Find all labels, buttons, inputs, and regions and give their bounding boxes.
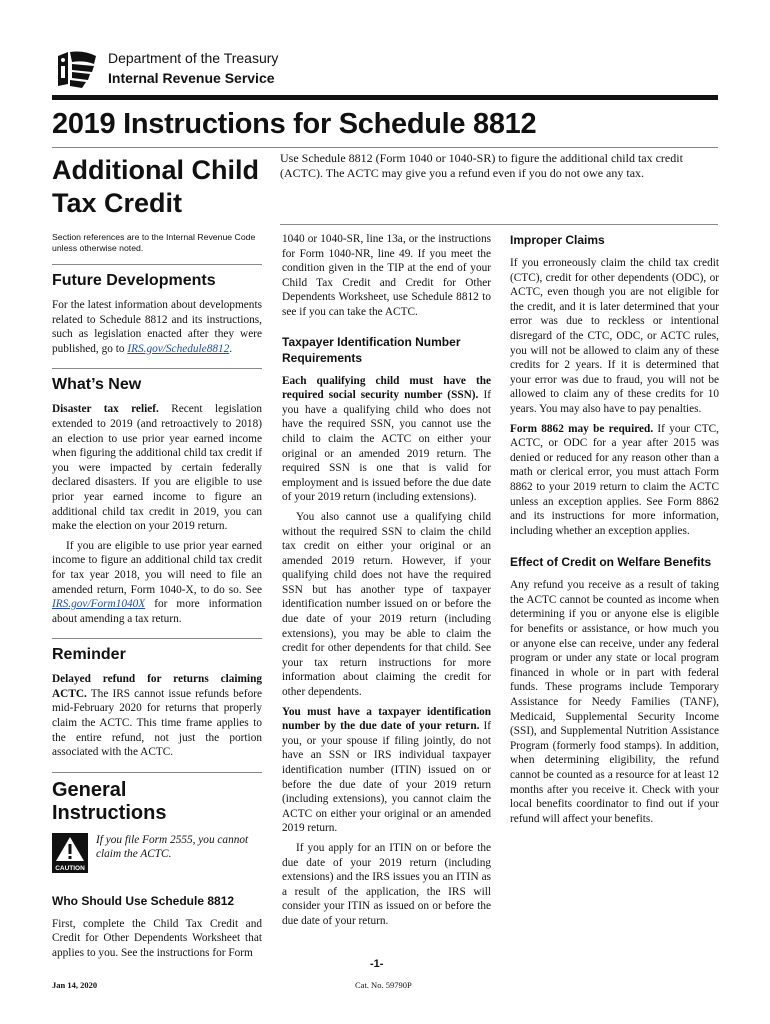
form8862-text: Form 8862 may be required. If your CTC, ACTC, or ODC for a year after 2015 was denied or reduced for any reason other than a math or clerical error, you must attach Form 8862 to your 2019 return to claim the ACTC unless an exception applies. See Form 8862 and its instructions for more information, including whether an exception applies. [510, 422, 719, 537]
catalog-number: Cat. No. 59790P [355, 980, 412, 990]
whats-new-heading: What’s New [52, 368, 262, 394]
itin-text: If you apply for an ITIN on or before the due date of your 2019 return (including extensions) and the IRS issues you an ITIN as a result of the application, the IRS will consider your ITIN as issued on or before the due date of your return. [282, 841, 491, 927]
caution-icon [52, 833, 88, 873]
caution-note [52, 833, 262, 873]
general-instructions-heading: General Instructions [52, 772, 262, 825]
tin-deadline-text: You must have a taxpayer identification number by the due date of your return. If you, or your spouse if filing jointly, do not have an SSN or IRS individual taxpayer identification number (ITIN) issued on or before the due date of your 2019 return (including extensions), you cannot claim the ACTC on either your original or an amended 2019 return. [282, 705, 492, 835]
title-divider [52, 147, 718, 148]
agency-name: Department of the Treasury [108, 50, 279, 66]
welfare-benefits-text: Any refund you receive as a result of taking the ACTC cannot be counted as income when determining if you or anyone else is eligible for benefits or assistance, or how much you or anyone else can receive, under any federal program or under any state or local program financed in whole or in part with federal funds. These programs include Temporary Assistance for Needy Families (TANF), Medicaid, Supplemental Security Income (SSI), and Supplemental Nutrition Assistance Program (formerly food stamps). In addition, when determining eligibility, the refund cannot be counted as a resource for at least 12 months after you receive it. Check with your local benefits coordinator to find out if your refund will affect your benefits. [510, 579, 719, 825]
improper-claims-heading: Improper Claims [510, 233, 605, 247]
who-should-use-text: First, complete the Child Tax Credit and Credit for Other Dependents Worksheet that applies to you. See the instructions for Form [52, 917, 262, 960]
irs-eagle-logo [54, 48, 100, 90]
form-title-line1: Additional Child [52, 155, 259, 185]
reminder-heading: Reminder [52, 638, 262, 664]
also-cannot-text: You also cannot use a qualifying child without the required SSN to claim the child tax credit on either your original or an amended 2019 return. However, if your qualifying child does not have the required SSN but has another type of taxpayer identification number issued on or before the due date of your 2019 return (including extensions), you may be able to claim the credit for other dependents for that child. See your tax return instructions for more information about claiming the credit for other dependents. [282, 510, 491, 699]
section-note: Section references are to the Internal Revenue Code unless otherwise noted. [52, 232, 256, 253]
prior-year-text: If you are eligible to use prior year earned income to figure an additional child tax credit for tax year 2018, you will need to file an amended return, Form 1040-X, to do so. See IRS.gov/Form1040X for more information about amending a tax return. [52, 539, 262, 625]
form-title [52, 154, 272, 220]
caution-label: CAUTION [55, 864, 85, 872]
schedule8812-link[interactable]: IRS.gov/Schedule8812 [127, 342, 230, 355]
form-title-line2: Tax Credit [52, 188, 183, 218]
header-rule [52, 95, 718, 100]
delayed-refund-text: Delayed refund for returns claiming ACTC. The IRS cannot issue refunds before mid-February 2020 for returns that properly claim the ACTC. This time frame applies to the entire refund, not just the portion associated with the ACTC. [52, 673, 262, 759]
intro-paragraph: Use Schedule 8812 (Form 1040 or 1040-SR) to figure the additional child tax credit (ACTC). The ACTC may give you a refund even if you do not owe any tax. [280, 151, 683, 180]
future-developments-heading: Future Developments [52, 264, 262, 290]
who-should-use-heading: Who Should Use Schedule 8812 [52, 893, 235, 908]
form1040x-link[interactable]: IRS.gov/Form1040X [52, 598, 146, 611]
ssn-requirement-text: Each qualifying child must have the required social security number (SSN). If you have a qualifying child who does not have the required SSN, you cannot use the child to claim the ACTC on either your original or an amended 2019 return. The required SSN is one that is valid for employment and is issued before the due date of your 2019 return (including extensions). [282, 374, 491, 504]
intro-divider [280, 224, 718, 225]
column-2 [282, 232, 491, 934]
future-developments-text: For the latest information about developments related to Schedule 8812 and its instructions, such as legislation enacted after they were published, go to IRS.gov/Schedule8812. [52, 299, 262, 355]
document-title: 2019 Instructions for Schedule 8812 [52, 108, 537, 140]
continued-text: 1040 or 1040-SR, line 13a, or the instructions for Form 1040-NR, line 49. If you meet the condition given in the TIP at the end of your Child Tax Credit and Credit for Other Dependents Worksheet, use Schedule 8812 to see if you can take the ACTC. [282, 233, 491, 318]
page-number: -1- [370, 958, 384, 970]
improper-claims-text: If you erroneously claim the child tax credit (CTC), credit for other dependents (ODC), or ACTC, even though you are not eligible for the credit, and it is later determined that your error was due to reckless or intentional disregard of the CTC, ODC, or ACTC rules, you will not be allowed to claim any of these credits for 2 years. If it is determined that your error was due to fraud, you will not be allowed to claim any of these credits for 10 years. You may also have to pay penalties. [510, 257, 719, 415]
bureau-name: Internal Revenue Service [108, 70, 275, 86]
tin-requirements-heading: Taxpayer Identification Number Requirements [282, 334, 461, 365]
revision-date: Jan 14, 2020 [52, 980, 98, 990]
disaster-relief-text: Disaster tax relief. Recent legislation extended to 2019 (and retroactively to 2018) an election to use prior year earned income when figuring the additional child tax credit if you were impacted by certain federally declared disasters. If you are eligible to use prior year earned income to figure an additional child tax credit in 2019, you can make the election on your 2019 return. [52, 403, 262, 533]
column-1 [52, 232, 262, 966]
column-3 [510, 232, 719, 831]
welfare-benefits-heading: Effect of Credit on Welfare Benefits [510, 555, 712, 570]
caution-text: If you file Form 2555, you cannot claim the ACTC. [96, 833, 249, 861]
